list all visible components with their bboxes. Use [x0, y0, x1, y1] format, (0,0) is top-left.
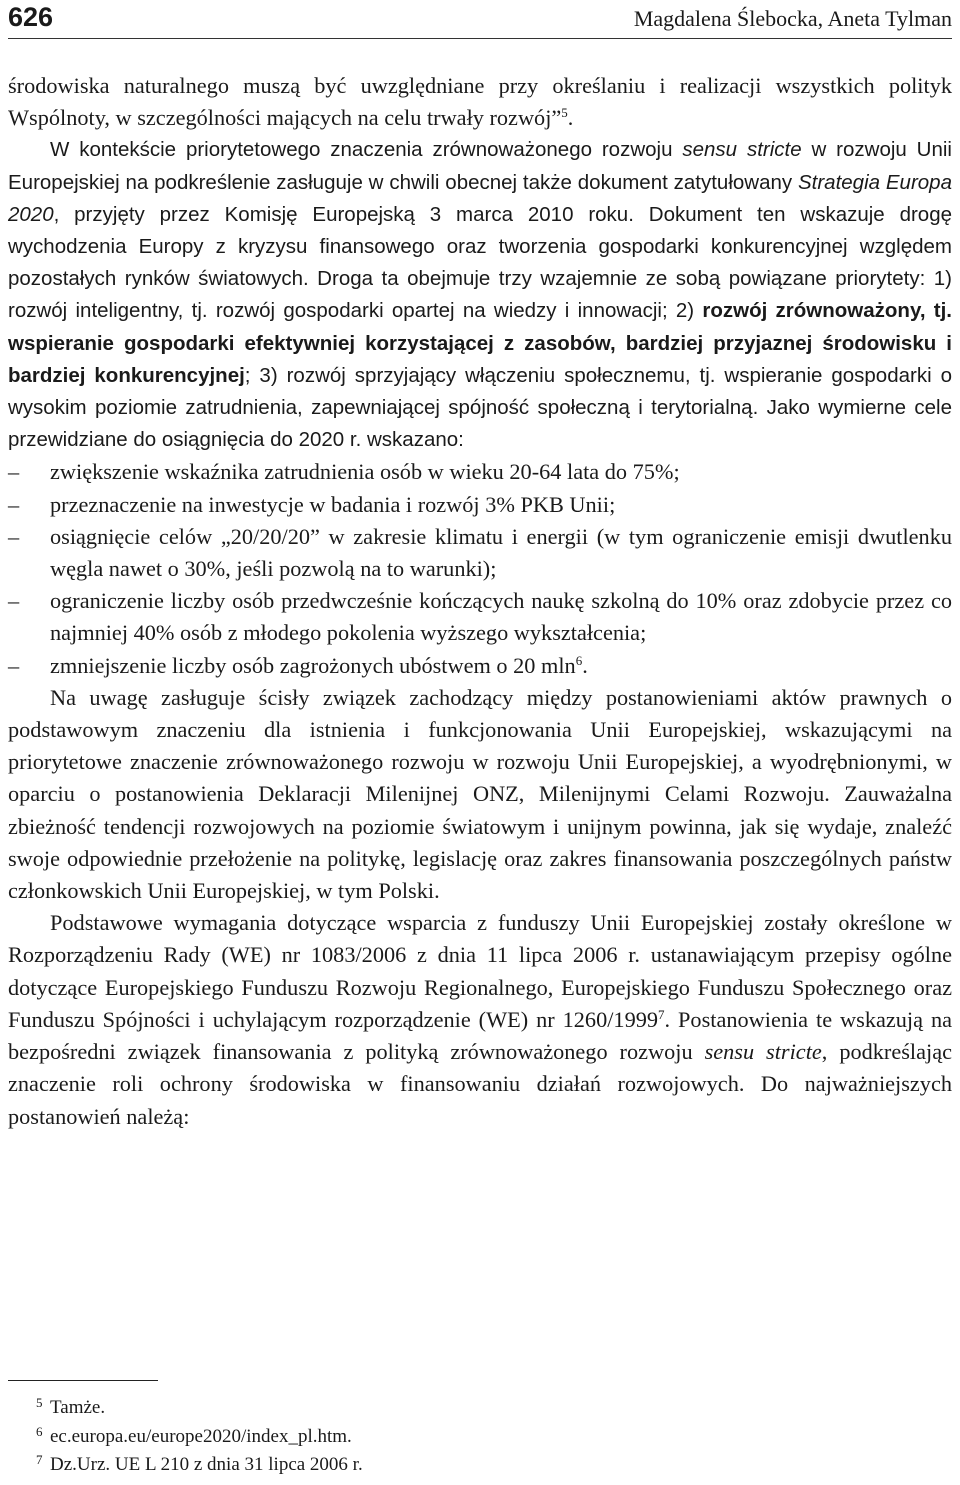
- footnote-ref-6: 6: [575, 652, 583, 668]
- page-header: [8, 0, 952, 39]
- footnote-ref-5: 5: [561, 105, 568, 121]
- paragraph-2-bold-sustainable: rozwój zrównoważony, tj. wspieranie gospodarki efektywniej korzystającej z zasobów, bardziej przyjaznej środowisku i bardziej konkurencyjnej: [8, 299, 952, 387]
- paragraph-1: [8, 70, 952, 134]
- footnote-text: Tamże.: [50, 1397, 106, 1418]
- footnote-number: 5: [36, 1395, 43, 1410]
- paragraph-2-part-a: W kontekście priorytetowego znaczenia zrównoważonego rozwoju: [50, 138, 683, 162]
- dash-bullet: –: [8, 459, 20, 485]
- footnote: [8, 1451, 908, 1480]
- footnote: [8, 1423, 908, 1452]
- list-item-text: przeznaczenie na inwestycje w badania i rozwój 3% PKB Unii;: [50, 491, 616, 517]
- paragraph-4: [8, 907, 952, 1132]
- dash-bullet: –: [8, 491, 20, 517]
- list-item-text: ograniczenie liczby osób przedwcześnie kończących naukę szkolną do 10% oraz zdobycie przez co najmniej 40% osób z młodego pokolenia wyższego wykształcenia;: [50, 588, 952, 646]
- paragraph-2: [8, 134, 952, 456]
- page-number: 626: [8, 2, 54, 32]
- list-item-end: .: [582, 652, 588, 678]
- paragraph-2-italic-sensu-stricte: sensu stricte: [682, 138, 802, 162]
- paragraph-3: Na uwagę zasługuje ścisły związek zachodzący między postanowieniami aktów prawnych o podstawowym znaczeniu dla istnienia i funkcjonowania Unii Europejskiej, wskazującymi na priorytetowe znaczenie zrównoważonego rozwoju w rozwoju Unii Europejskiej, a wyodrębnionymi, w oparciu o postanowienia Deklaracji Milenijnej ONZ, Milenijnymi Celami Rozwoju. Zauważalna zbieżność tendencji rozwojowych na poziomie światowym i unijnym powinna, jak się wydaje, znaleźć swoje odpowiednie przełożenie na politykę, legislację oraz zakres finansowania poszczególnych państw członkowskich Unii Europejskiej, w tym Polski.: [8, 684, 952, 904]
- list-item: [8, 521, 952, 585]
- dash-bullet: –: [8, 523, 20, 549]
- paragraph-1-end: .: [567, 105, 574, 131]
- footnote-text: ec.europa.eu/europe2020/index_pl.htm.: [50, 1425, 352, 1447]
- paragraph-4-part-d: , podkreślając znaczenie roli ochrony środowiska w finansowaniu działań rozwojowych. Do najważniejszych postanowień należą:: [8, 1039, 952, 1129]
- paragraph-4-part-a: Podstawowe wymagania dotyczące wsparcia z funduszy Unii Europejskiej zostały określone w Rozporządzeniu Rady (WE) nr 1083/2006 z dnia 11 lipca 2006 r. ustanawiającym przepisy ogólne dotyczące Europejskiego Funduszu Rozwoju Regionalnego, Europejskiego Funduszu Społecznego oraz Funduszu Spójności i uchylającym rozporządzenie (WE) nr 1260/1999: [8, 910, 952, 1032]
- dash-bullet: –: [8, 588, 20, 614]
- list-item-text: osiągnięcie celów „20/20/20” w zakresie klimatu i energii (w tym ograniczenie emisji dwutlenku węgla nawet o 30%, jeśli pozwolą na to warunki);: [50, 523, 952, 582]
- list-item: [8, 489, 952, 521]
- main-text: [8, 70, 952, 1133]
- running-head-authors: Magdalena Ślebocka, Aneta Tylman: [633, 6, 952, 31]
- paragraph-2-part-g: ; 3) rozwój sprzyjający włączeniu społecznemu, tj. wspieranie gospodarki o wysokim poziomie zatrudnienia, zapewniającej spójność społeczną i terytorialną. Jako wymierne cele przewidziane do osiągnięcia do 2020 r. wskazano:: [8, 363, 952, 452]
- paragraph-4-italic-sensu-stricte: sensu stricte: [704, 1039, 822, 1065]
- footnote-separator: [8, 1380, 158, 1381]
- dash-bullet: –: [8, 652, 20, 678]
- paragraph-1-text: środowiska naturalnego muszą być uwzględniane przy określaniu i realizacji wszystkich polityk Wspólnoty, w szczególności mających na celu trwały rozwój”: [8, 73, 952, 131]
- targets-list: [8, 456, 952, 681]
- footnotes: [8, 1394, 908, 1480]
- footnote-text: Dz.Urz. UE L 210 z dnia 31 lipca 2006 r.: [50, 1454, 363, 1475]
- list-item: [8, 456, 952, 488]
- list-item-text: zmniejszenie liczby osób zagrożonych ubóstwem o 20 mln: [50, 652, 576, 678]
- list-item-text: zwiększenie wskaźnika zatrudnienia osób w wieku 20-64 lata do 75%;: [50, 459, 680, 485]
- footnote: [8, 1394, 908, 1423]
- list-item: [8, 650, 952, 682]
- paragraph-2-part-e: , przyjęty przez Komisję Europejską 3 marca 2010 roku. Dokument ten wskazuje drogę wychodzenia Europy z kryzysu finansowego oraz tworzenia gospodarki konkurencyjnej względem pozostałych rynków światowych. Droga ta obejmuje trzy wzajemnie ze sobą powiązane priorytety: 1) rozwój inteligentny, tj. rozwój gospodarki opartej na wiedzy i innowacji; 2): [8, 202, 952, 323]
- paragraph-2-part-c: w rozwoju Unii Europejskiej na podkreślenie zasługuje w chwili obecnej także dokument zatytułowany: [8, 138, 952, 194]
- paragraph-2-italic-strategia: Strategia Europa 2020: [8, 170, 952, 226]
- footnote-number: 7: [36, 1452, 43, 1467]
- paragraph-4-part-b: . Postanowienia te wskazują na bezpośredni związek finansowania z polityką zrównoważonego rozwoju: [8, 1006, 953, 1065]
- footnote-ref-7: 7: [658, 1006, 665, 1022]
- list-item: [8, 585, 952, 649]
- footnote-number: 6: [36, 1423, 43, 1439]
